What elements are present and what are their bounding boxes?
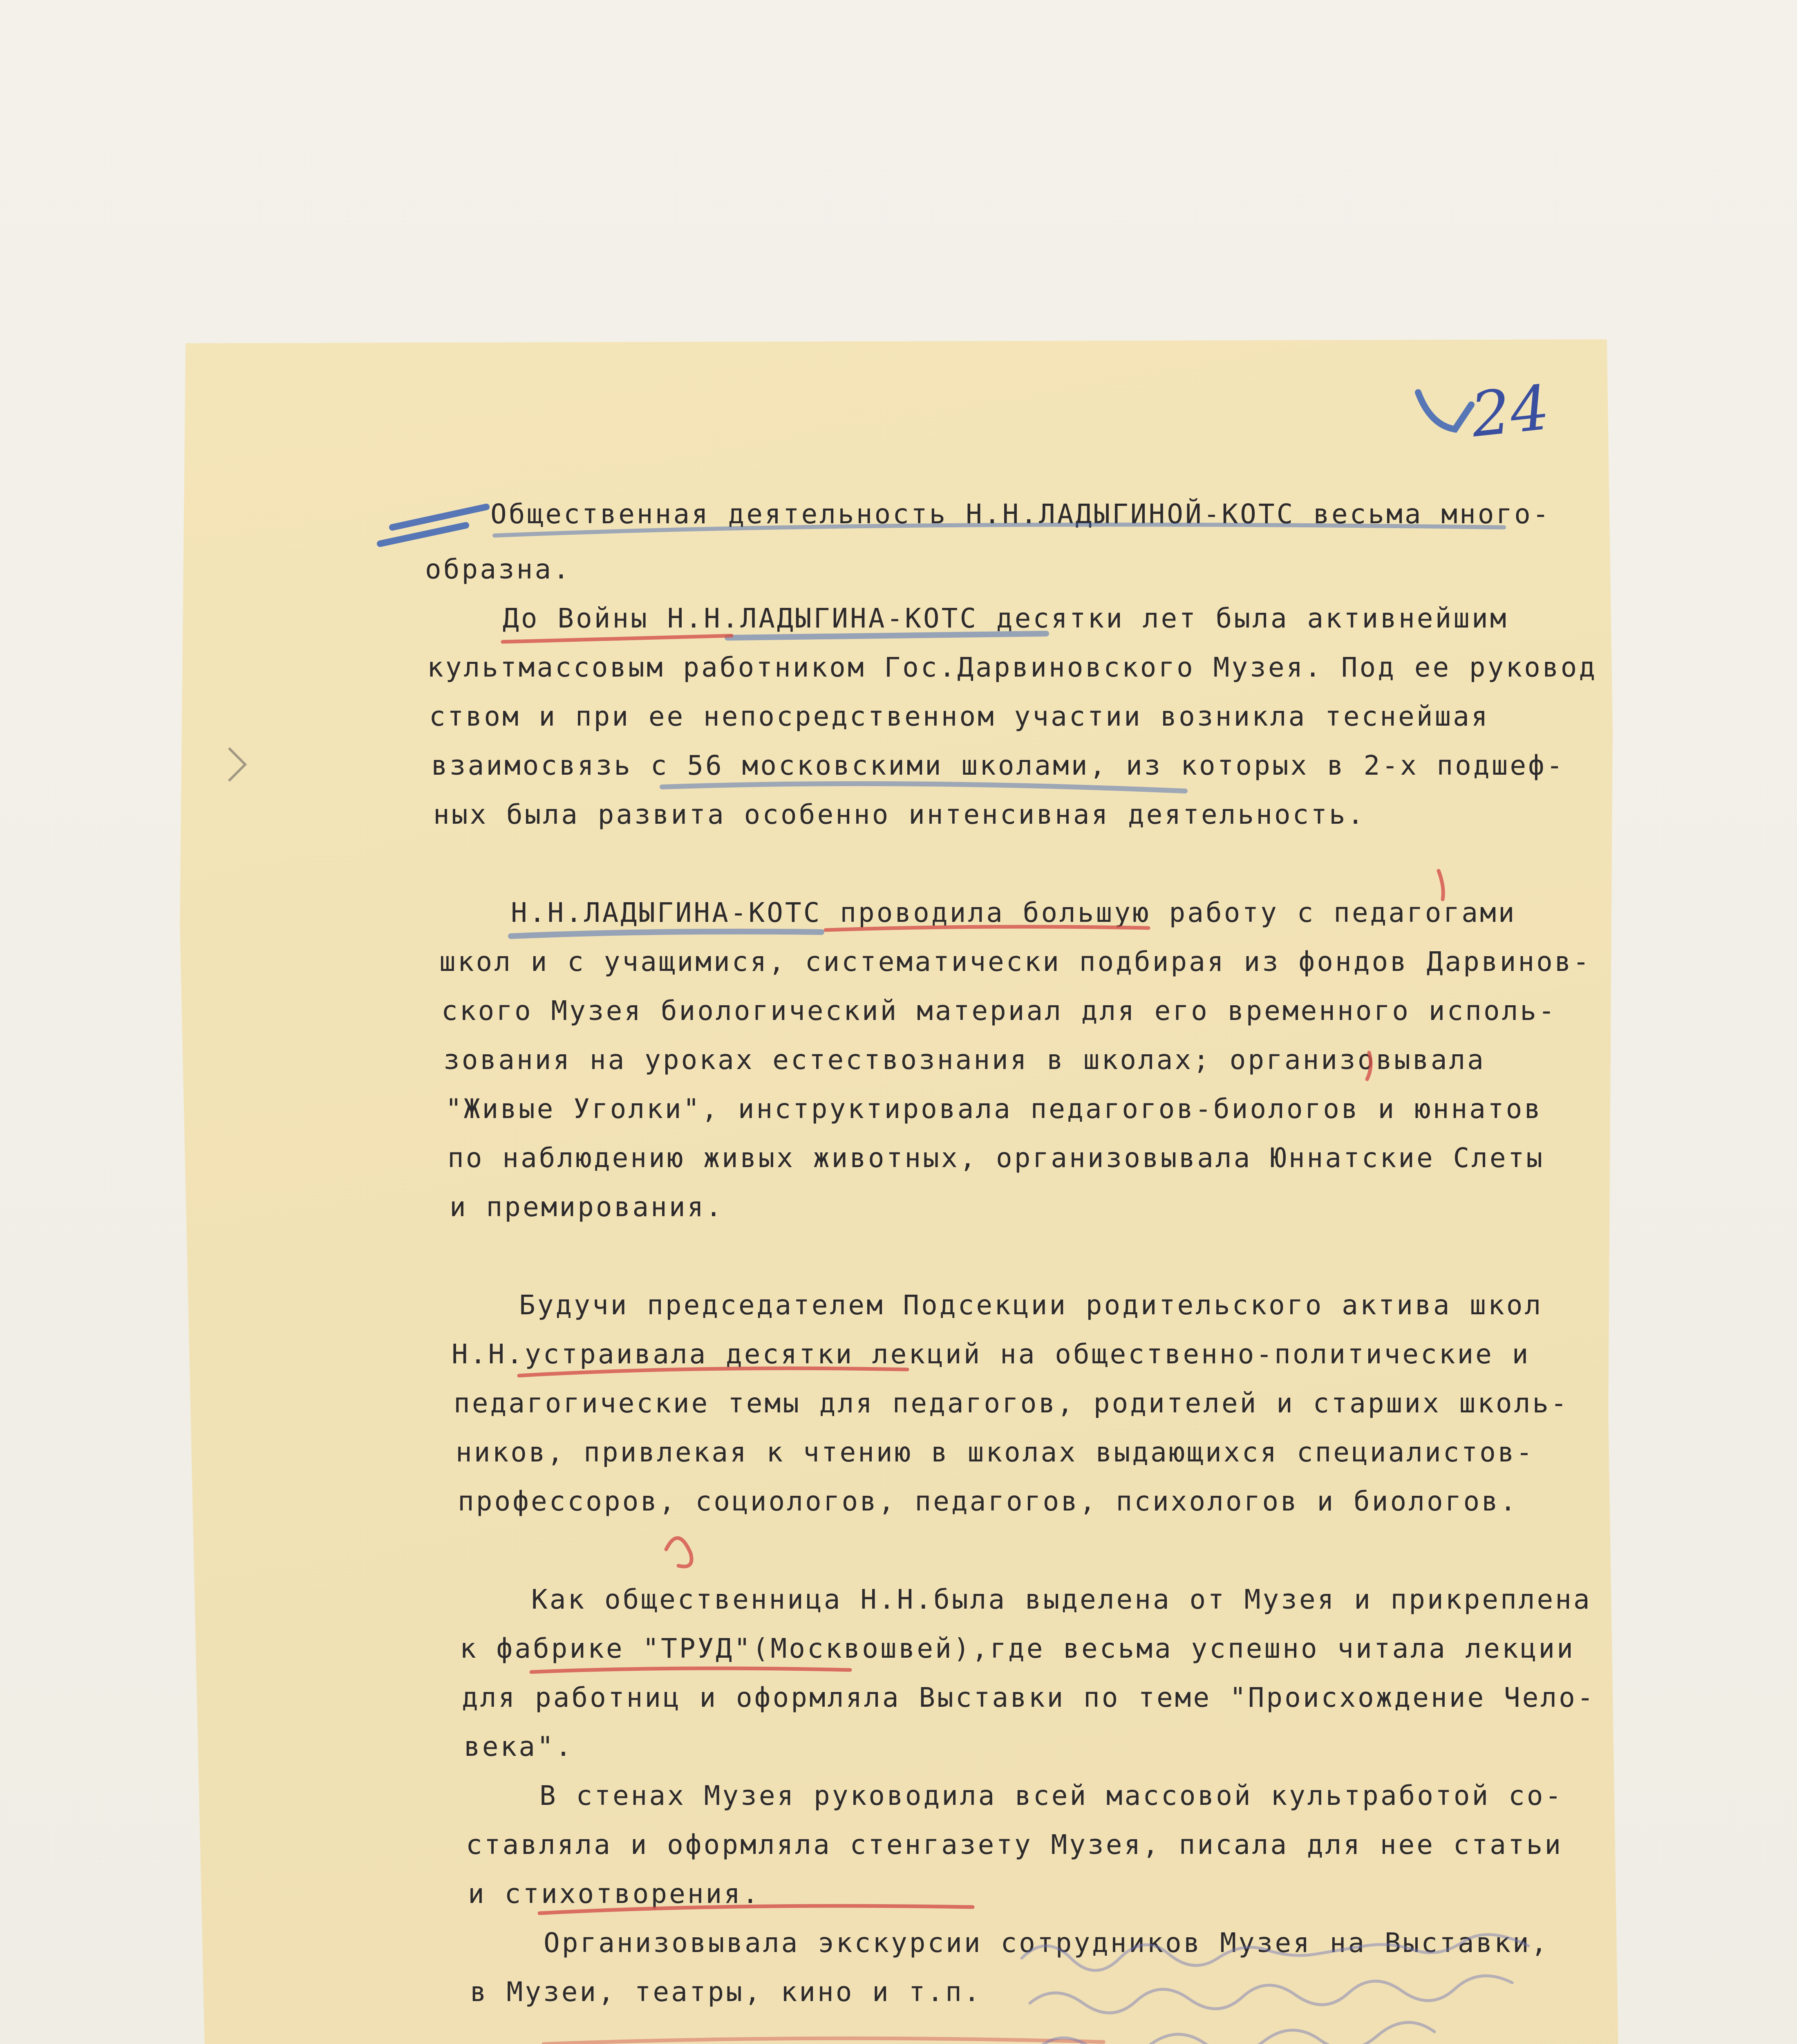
text-line: образна. <box>425 554 571 585</box>
text-line: для работниц и оформляла Выставки по теме "Происхождение Чело- <box>462 1682 1596 1713</box>
red-underline <box>539 1906 973 1913</box>
text-line: "Живые Уголки", инструктировала педагогов-биологов и юннатов <box>445 1093 1543 1125</box>
text-line: Н.Н.устраивала десятки лекций на общественно-политические и <box>452 1338 1531 1370</box>
text-line: педагогические темы для педагогов, родителей и старших школь- <box>454 1387 1569 1419</box>
text-line: ных была развита особенно интенсивная деятельность. <box>433 799 1366 830</box>
text-line: ников, привлекая к чтению в школах выдающихся специалистов- <box>456 1437 1535 1468</box>
text-line: В стенах Музея руководила всей массовой культработой со- <box>539 1780 1564 1811</box>
blue-underline <box>662 784 1185 791</box>
text-line: ставляла и оформляла стенгазету Музея, писала для нее статьи <box>466 1829 1563 1860</box>
text-line: к фабрике "ТРУД"(Москвошвей),где весьма успешно читала лекции <box>460 1633 1575 1664</box>
text-line: Общественная деятельность Н.Н.ЛАДЫГИНОЙ-КОТС весьма много- <box>490 498 1551 530</box>
text-line: профессоров, социологов, педагогов, психологов и биологов. <box>458 1486 1518 1517</box>
red-underline <box>826 927 1148 930</box>
text-line: ского Музея биологический материал для его временного исполь- <box>441 995 1557 1026</box>
blue-double-stroke-mark <box>392 507 486 527</box>
page-number: 24 <box>1468 372 1553 451</box>
text-line: ством и при ее непосредственном участии возникла теснейшая <box>429 701 1490 732</box>
margin-pencil-mark <box>229 748 245 781</box>
red-underline <box>531 1668 850 1672</box>
text-line: Будучи председателем Подсекции родительского актива школ <box>519 1289 1543 1321</box>
text-line: и стихотворения. <box>468 1878 761 1910</box>
text-line: Н.Н.ЛАДЫГИНА-КОТС проводила большую работу с педагогами <box>511 897 1517 928</box>
blue-underline <box>727 634 1046 638</box>
text-line: взаимосвязь с 56 московскими школами, из которых в 2-х подшеф- <box>431 750 1565 781</box>
text-line: по наблюдению живых животных, организовывала Юннатские Слеты <box>448 1142 1545 1174</box>
blue-underline <box>511 932 821 936</box>
text-line: культмассовым работником Гос.Дарвиновского Музея. Под ее руковод <box>427 652 1598 683</box>
text-line: зования на уроках естествознания в школах; организовывала <box>443 1044 1486 1076</box>
text-line: века". <box>464 1731 574 1762</box>
text-line: и премирования. <box>450 1191 724 1223</box>
text-line: До Войны Н.Н.ЛАДЫГИНА-КОТС десятки лет была активнейшим <box>503 603 1508 634</box>
blue-underline <box>495 524 1504 536</box>
text-line: Как общественница Н.Н.была выделена от Музея и прикреплена <box>531 1584 1592 1615</box>
text-line: в Музеи, театры, кино и т.п. <box>470 1976 982 2008</box>
red-correction-mark <box>666 1538 691 1567</box>
red-tick-mark <box>1439 871 1443 899</box>
red-underline <box>503 636 732 642</box>
red-underline <box>519 1368 907 1376</box>
red-tick-mark <box>1367 1053 1371 1079</box>
text-line: школ и с учащимися, систематически подбирая из фондов Дарвинов- <box>439 946 1591 977</box>
blue-corner-mark <box>1418 392 1471 429</box>
text-line: Организовывала экскурсии сотрудников Музея на Выставки, <box>544 1927 1549 1959</box>
faded-handwritten-note <box>1014 1921 1557 2044</box>
